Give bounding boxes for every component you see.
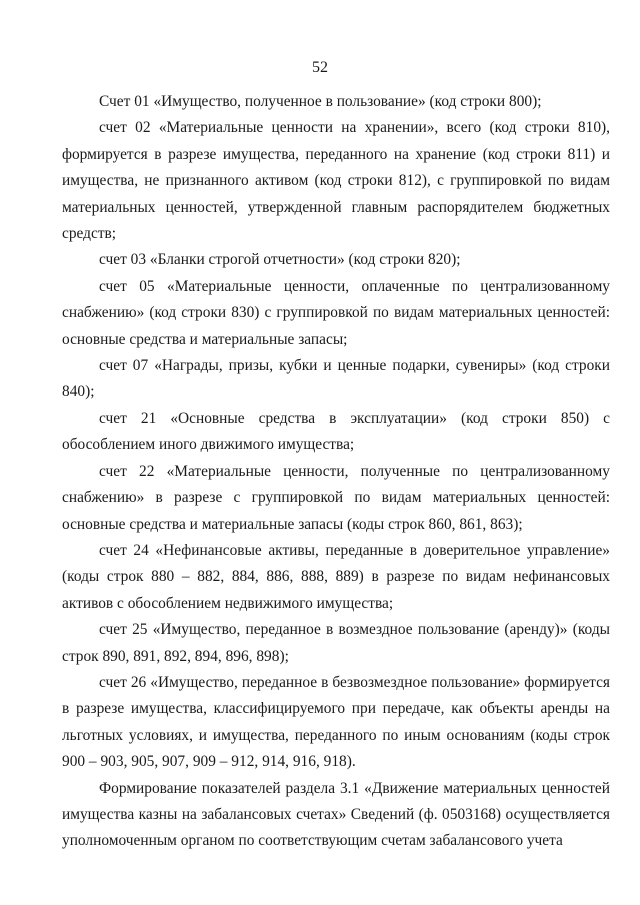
paragraph-section-3-1: Формирование показателей раздела 3.1 «Движение материальных ценностей имущества казны на забалансовых счетах» Сведений (ф. 0503168) осуществляется уполномоченным органом по соответствующим счетам забалансового учета [62,779,610,850]
paragraph-account-02: счет 02 «Материальные ценности на хранении», всего (код строки 810), формируется в разрезе имущества, переданного на хранение (код строки 811) и имущества, не признанного активом (код строки 812), с группировкой по видам материальных ценностей, утвержденной главным распорядителем бюджетных средств; [62,119,610,243]
paragraph-account-01: Счет 01 «Имущество, полученное в пользование» (код строки 800); [99,93,542,110]
page-number: 52 [312,59,328,76]
paragraph-account-05: счет 05 «Материальные ценности, оплаченные по централизованному снабжению» (код строки 830) с группировкой по видам материальных ценностей: основные средства и материальные запасы; [62,277,610,348]
paragraph-account-25: счет 25 «Имущество, переданное в возмездное пользование (аренду)» (коды строк 890, 891, 892, 894, 896, 898); [62,621,610,665]
paragraph-account-24: счет 24 «Нефинансовые активы, переданные в доверительное управление» (коды строк 880 – 882, 884, 886, 888, 889) в разрезе по видам нефинансовых активов с обособлением недвижимого имущества; [62,541,610,612]
paragraph-account-26: счет 26 «Имущество, переданное в безвозмездное пользование» формируется в разрезе имущества, классифицируемого при передаче, как объекты аренды на льготных условиях, и имущества, переданного по иным основаниям (коды строк 900 – 903, 905, 907, 909 – 912, 914, 916, 918). [62,673,610,771]
paragraph-account-07: счет 07 «Награды, призы, кубки и ценные подарки, сувениры» (код строки 840); [62,357,610,401]
paragraph-account-03: счет 03 «Бланки строгой отчетности» (код строки 820); [99,251,461,269]
document-body [62,89,610,855]
paragraph-account-21: счет 21 «Основные средства в эксплуатации» (код строки 850) с обособлением иного движимого имущества; [62,409,610,454]
paragraph-account-22: счет 22 «Материальные ценности, полученные по централизованному снабжению» в разрезе с группировкой по видам материальных ценностей: основные средства и материальные запасы (коды строк 860, 861, 863); [62,462,610,533]
